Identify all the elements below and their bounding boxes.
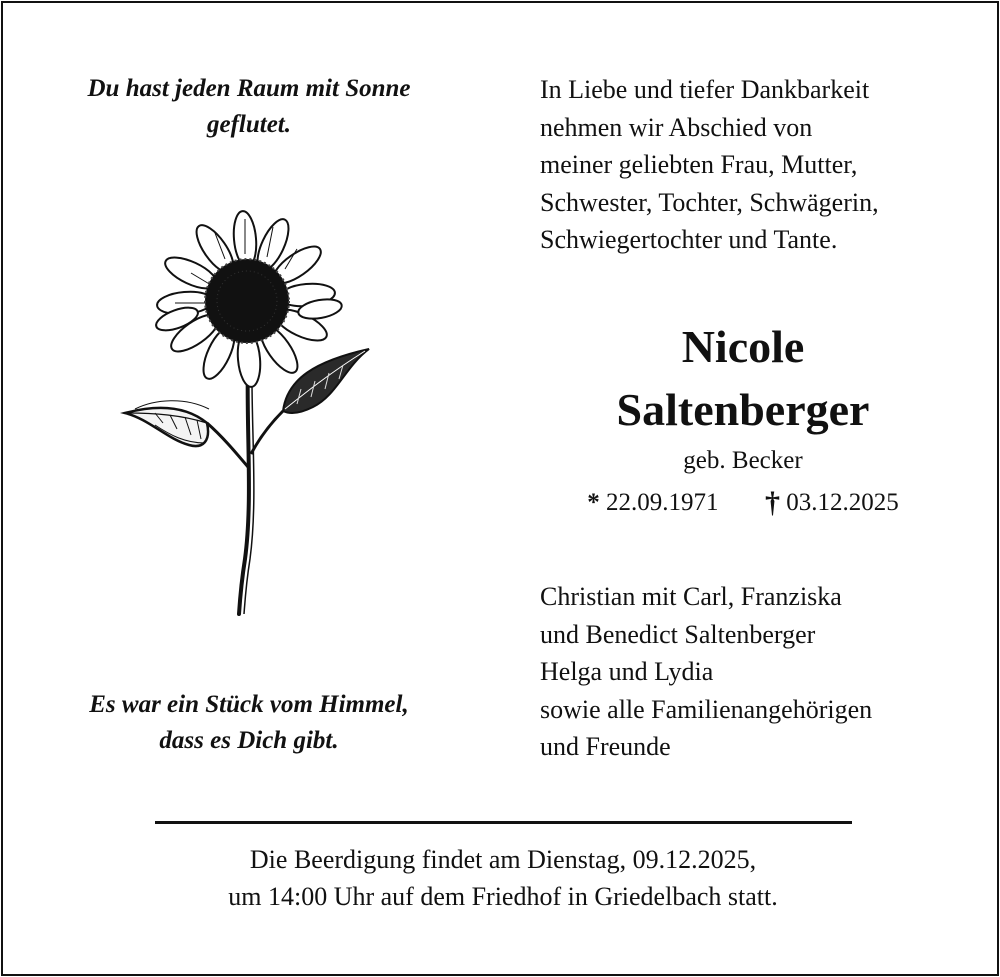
intro-text [540, 71, 980, 259]
intro-line: meiner geliebten Frau, Mutter, [540, 150, 858, 179]
obituary-notice [1, 1, 999, 976]
death-date: 03.12.2025 [786, 489, 899, 516]
mourner-line: Helga und Lydia [540, 657, 714, 686]
quote-top-line: Du hast jeden Raum mit Sonne [87, 75, 411, 102]
intro-line: nehmen wir Abschied von [540, 112, 813, 142]
intro-line: Schwester, Tochter, Schwägerin, [540, 187, 879, 217]
birth-date: 22.09.1971 [606, 489, 719, 516]
deceased-last-name: Saltenberger [616, 384, 870, 435]
funeral-line: Die Beerdigung findet am Dienstag, 09.12.2025, [249, 845, 757, 874]
quote-bottom-line: Es war ein Stück vom Himmel, [89, 691, 409, 718]
funeral-line: um 14:00 Uhr auf dem Friedhof in Griedelbach statt. [228, 882, 778, 911]
birth-star-icon: * [587, 489, 600, 516]
mourner-line: und Freunde [540, 732, 671, 761]
quote-top-line: geflutet. [206, 111, 291, 138]
intro-line: In Liebe und tiefer Dankbarkeit [540, 75, 870, 104]
deceased-maiden-name: geb. Becker [683, 447, 803, 474]
quote-bottom-line: dass es Dich gibt. [159, 727, 339, 754]
mourner-line: sowie alle Familienangehörigen [540, 694, 873, 724]
death-cross-icon: † [765, 486, 780, 519]
mourner-line: und Benedict Saltenberger [540, 619, 816, 649]
intro-line: Schwiegertochter und Tante. [540, 225, 838, 254]
mourners-list [540, 578, 980, 766]
divider [155, 821, 852, 824]
mourner-line: Christian mit Carl, Franziska [540, 582, 842, 611]
sunflower-icon [115, 209, 385, 619]
quote-top [17, 71, 481, 143]
life-dates [523, 485, 963, 521]
quote-bottom [17, 687, 481, 759]
funeral-info [103, 841, 903, 915]
deceased-first-name: Nicole [681, 321, 805, 372]
